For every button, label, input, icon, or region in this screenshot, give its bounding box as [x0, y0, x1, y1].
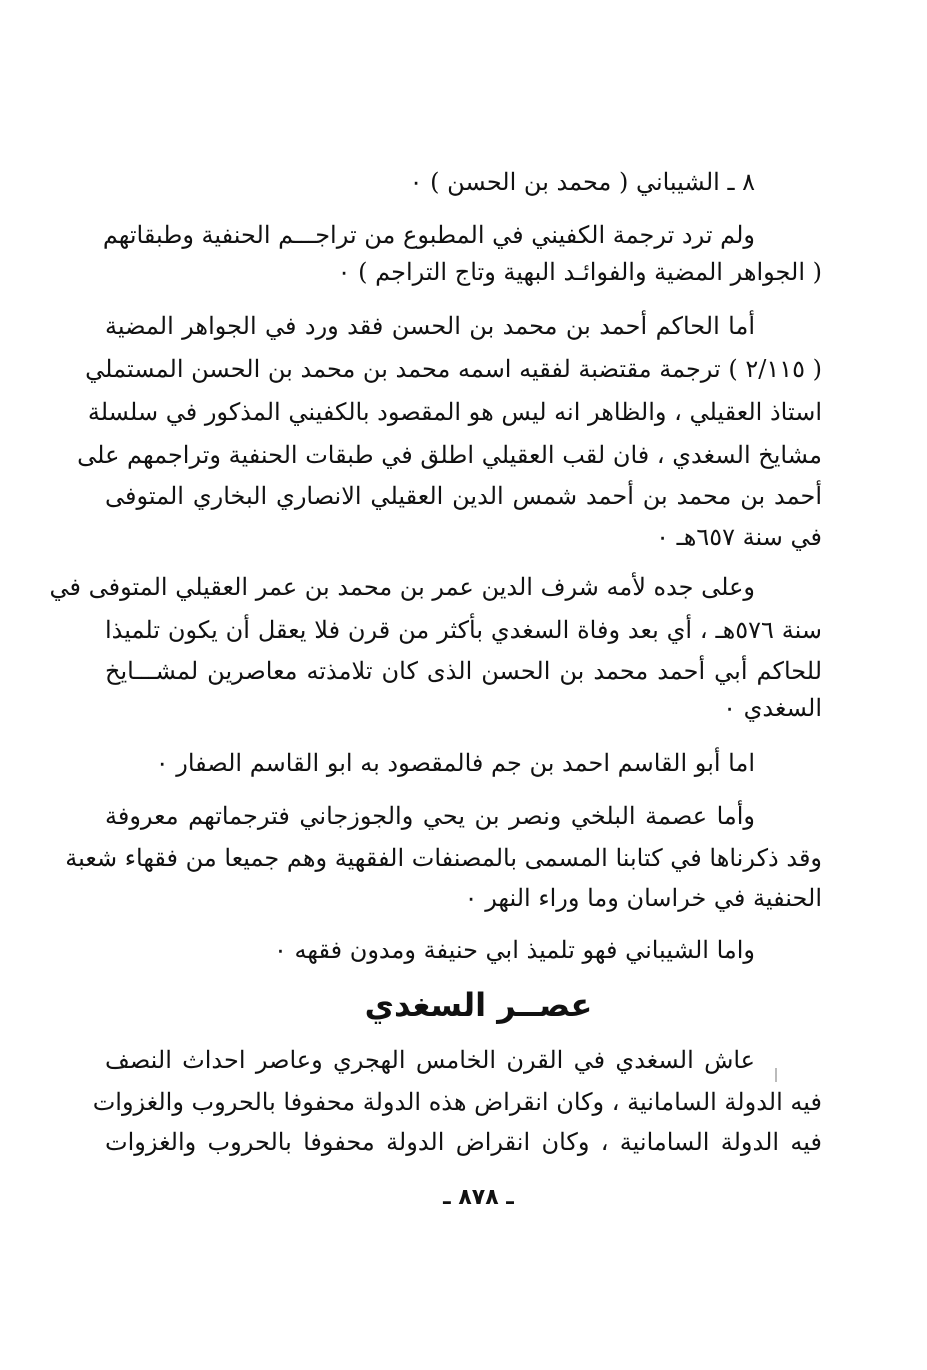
text-line: وأما عصمة البلخي ونصر بن يحي والجوزجاني فترجماتهم معروفة: [105, 802, 755, 830]
section-heading: عصــر السغدي: [364, 986, 593, 1024]
text-line: أما الحاكم أحمد بن محمد بن الحسن فقد ورد في الجواهر المضية: [105, 312, 755, 340]
text-line: ( ٢/١١٥ ) ترجمة مقتضبة لفقيه اسمه محمد بن محمد بن الحسن المستملي: [85, 355, 822, 383]
text-line: وقد ذكرناها في كتابنا المسمى بالمصنفات الفقهية وهم جميعا من فقهاء شعبة: [65, 844, 822, 872]
text-line: وعلى جده لأمه شرف الدين عمر بن محمد بن عمر العقيلي المتوفى في: [49, 573, 755, 601]
text-line: ولم ترد ترجمة الكفيني في المطبوع من تراجـــم الحنفية وطبقاتهم: [102, 221, 755, 249]
text-line: السغدي ٠: [723, 694, 822, 722]
text-line: الحنفية في خراسان وما وراء النهر ٠: [464, 884, 822, 912]
text-line: استاذ العقيلي ، والظاهر انه ليس هو المقصود بالكفيني المذكور في سلسلة: [87, 398, 822, 426]
text-line: سنة ٥٧٦هـ ، أي بعد وفاة السغدي بأكثر من قرن فلا يعقل أن يكون تلميذا: [105, 616, 822, 644]
section-entry-line: ٨ ـ الشيباني ( محمد بن الحسن ) ٠: [409, 168, 755, 196]
text-line: ( الجواهر المضية والفوائـد البهية وتاج التراجم ) ٠: [337, 258, 822, 286]
text-line: في سنة ٦٥٧هـ ٠: [656, 523, 822, 551]
text-line: اما أبو القاسم احمد بن جم فالمقصود به ابو القاسم الصفار ٠: [155, 749, 755, 777]
text-line: فيه الدولة السامانية ، وكان انقراض هذه الدولة محفوفا بالحروب والغزوات: [92, 1088, 822, 1116]
text-line: للحاكم أبي أحمد محمد بن الحسن الذى كان تلامذته معاصرين لمشـــايخ: [105, 657, 822, 685]
page-number: ـ ٨٧٨ ـ: [443, 1185, 514, 1210]
text-line: مشايخ السغدي ، فان لقب العقيلي اطلق في طبقات الحنفية وتراجمهم على: [77, 441, 822, 469]
scan-mark: [775, 1068, 777, 1082]
text-line: أحمد بن محمد بن أحمد شمس الدين العقيلي الانصاري البخاري المتوفى: [105, 482, 822, 510]
text-line: واما الشيباني فهو تلميذ ابي حنيفة ومدون فقهه ٠: [274, 936, 755, 964]
text-line: فيه الدولة السامانية ، وكان انقراض الدولة محفوفا بالحروب والغزوات: [105, 1128, 822, 1156]
text-line: عاش السغدي في القرن الخامس الهجري وعاصر احداث النصف: [105, 1046, 755, 1074]
